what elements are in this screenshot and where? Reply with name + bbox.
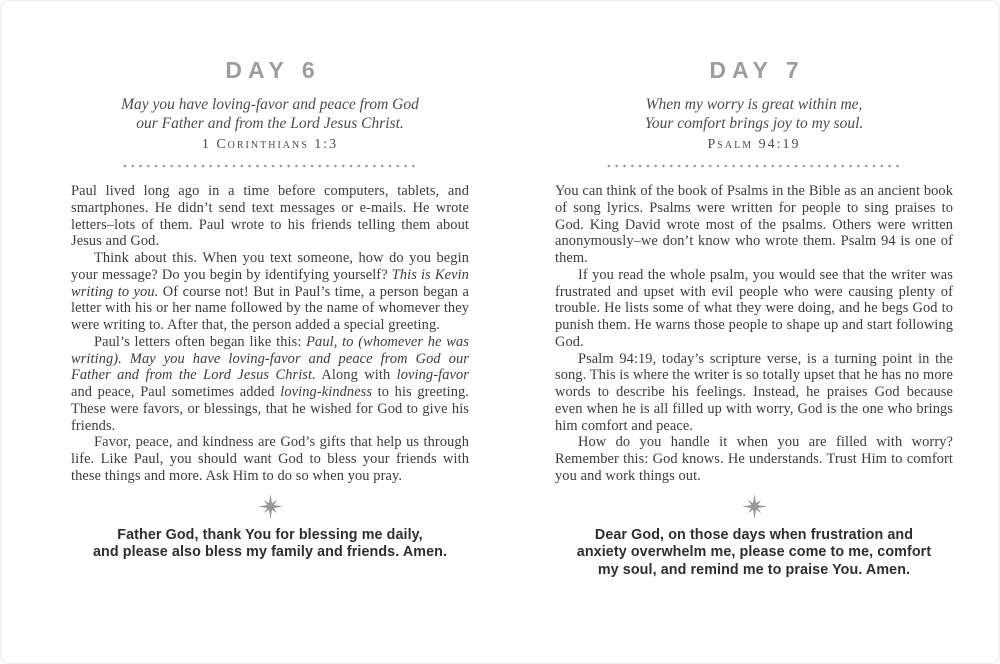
body-paragraph: Think about this. When you text someone, how do you begin your message? Do you begin by identifying yourself? This is Kevin writing to you. Of course not! But in Paul’s time, a person began a letter with his or her name followed by the name of whomever they were writing to. After that, the person added a special greeting. [71, 250, 469, 333]
body-paragraph: Paul’s letters often began like this: Paul, to (whomever he was writing). May you have loving-favor and peace from God our Father and from the Lord Jesus Christ. Along with loving-favor and peace, Paul sometimes added loving-kindness to his greeting. These were favors, or blessings, that he wished for God to give his friends. [71, 333, 469, 434]
prayer-text [555, 527, 953, 580]
text-line: Dear God, on those days when frustration and [594, 526, 914, 543]
dotted-divider [605, 164, 904, 168]
page-day-7 [555, 0, 953, 664]
text-line: anxiety overwhelm me, please come to me, comfort [576, 544, 932, 561]
text-line: When my worry is great within me, [645, 96, 863, 113]
body-paragraph: You can think of the book of Psalms in the Bible as an ancient book of song lyrics. Psalms were written for people to sing praises to God. King David wrote most of the psalms. Others were written anonymously–we don’t know who wrote them. Psalm 94 is one of them. [555, 183, 953, 266]
body-paragraph: If you read the whole psalm, you would see that the writer was frustrated and upset with evil people who were causing plenty of trouble. He lists some of what they were doing, and he begs God to punish them. He warns those people to shape up and start following God. [555, 266, 953, 350]
body-paragraph: How do you handle it when you are filled with worry? Remember this: God knows. He understands. Trust Him to comfort you and work things out. [555, 434, 953, 484]
dotted-divider [121, 164, 420, 168]
text-line: and please also bless my family and friends. Amen. [92, 544, 448, 561]
devotional-body [71, 183, 469, 485]
scripture-reference: 1 Corinthians 1:3 [201, 137, 339, 152]
scripture-reference: Psalm 94:19 [707, 137, 801, 152]
devotional-body [555, 183, 953, 485]
body-paragraph: Paul lived long ago in a time before computers, tablets, and smartphones. He didn’t send text messages or e-mails. He wrote letters–lots of them. Paul wrote to his friends telling them about Jesus and God. [71, 183, 469, 250]
star-ornament-icon [555, 494, 953, 520]
text-line: Father God, thank You for blessing me daily, [117, 526, 423, 543]
text-line: our Father and from the Lord Jesus Christ. [136, 115, 404, 132]
text-line: May you have loving-favor and peace from God [121, 96, 419, 113]
scripture-verse [555, 95, 953, 133]
body-paragraph: Favor, peace, and kindness are God’s gifts that help us through life. Like Paul, you should want God to bless your friends with these things and more. Ask Him to do so when you pray. [71, 434, 469, 484]
day-heading: DAY 7 [709, 57, 805, 83]
prayer-text [71, 527, 469, 562]
body-paragraph: Psalm 94:19, today’s scripture verse, is a turning point in the song. This is where the writer is so totally upset that he has no more words to describe his feelings. Instead, he praises God because even when he is all filled up with worry, God is the one who brings him comfort and peace. [555, 350, 954, 434]
day-heading: DAY 6 [225, 57, 321, 83]
star-ornament-icon [71, 494, 469, 520]
scripture-verse [71, 95, 469, 133]
page-day-6 [71, 0, 469, 664]
text-line: my soul, and remind me to praise You. Amen. [597, 561, 911, 578]
text-line: Your comfort brings joy to my soul. [644, 115, 864, 132]
